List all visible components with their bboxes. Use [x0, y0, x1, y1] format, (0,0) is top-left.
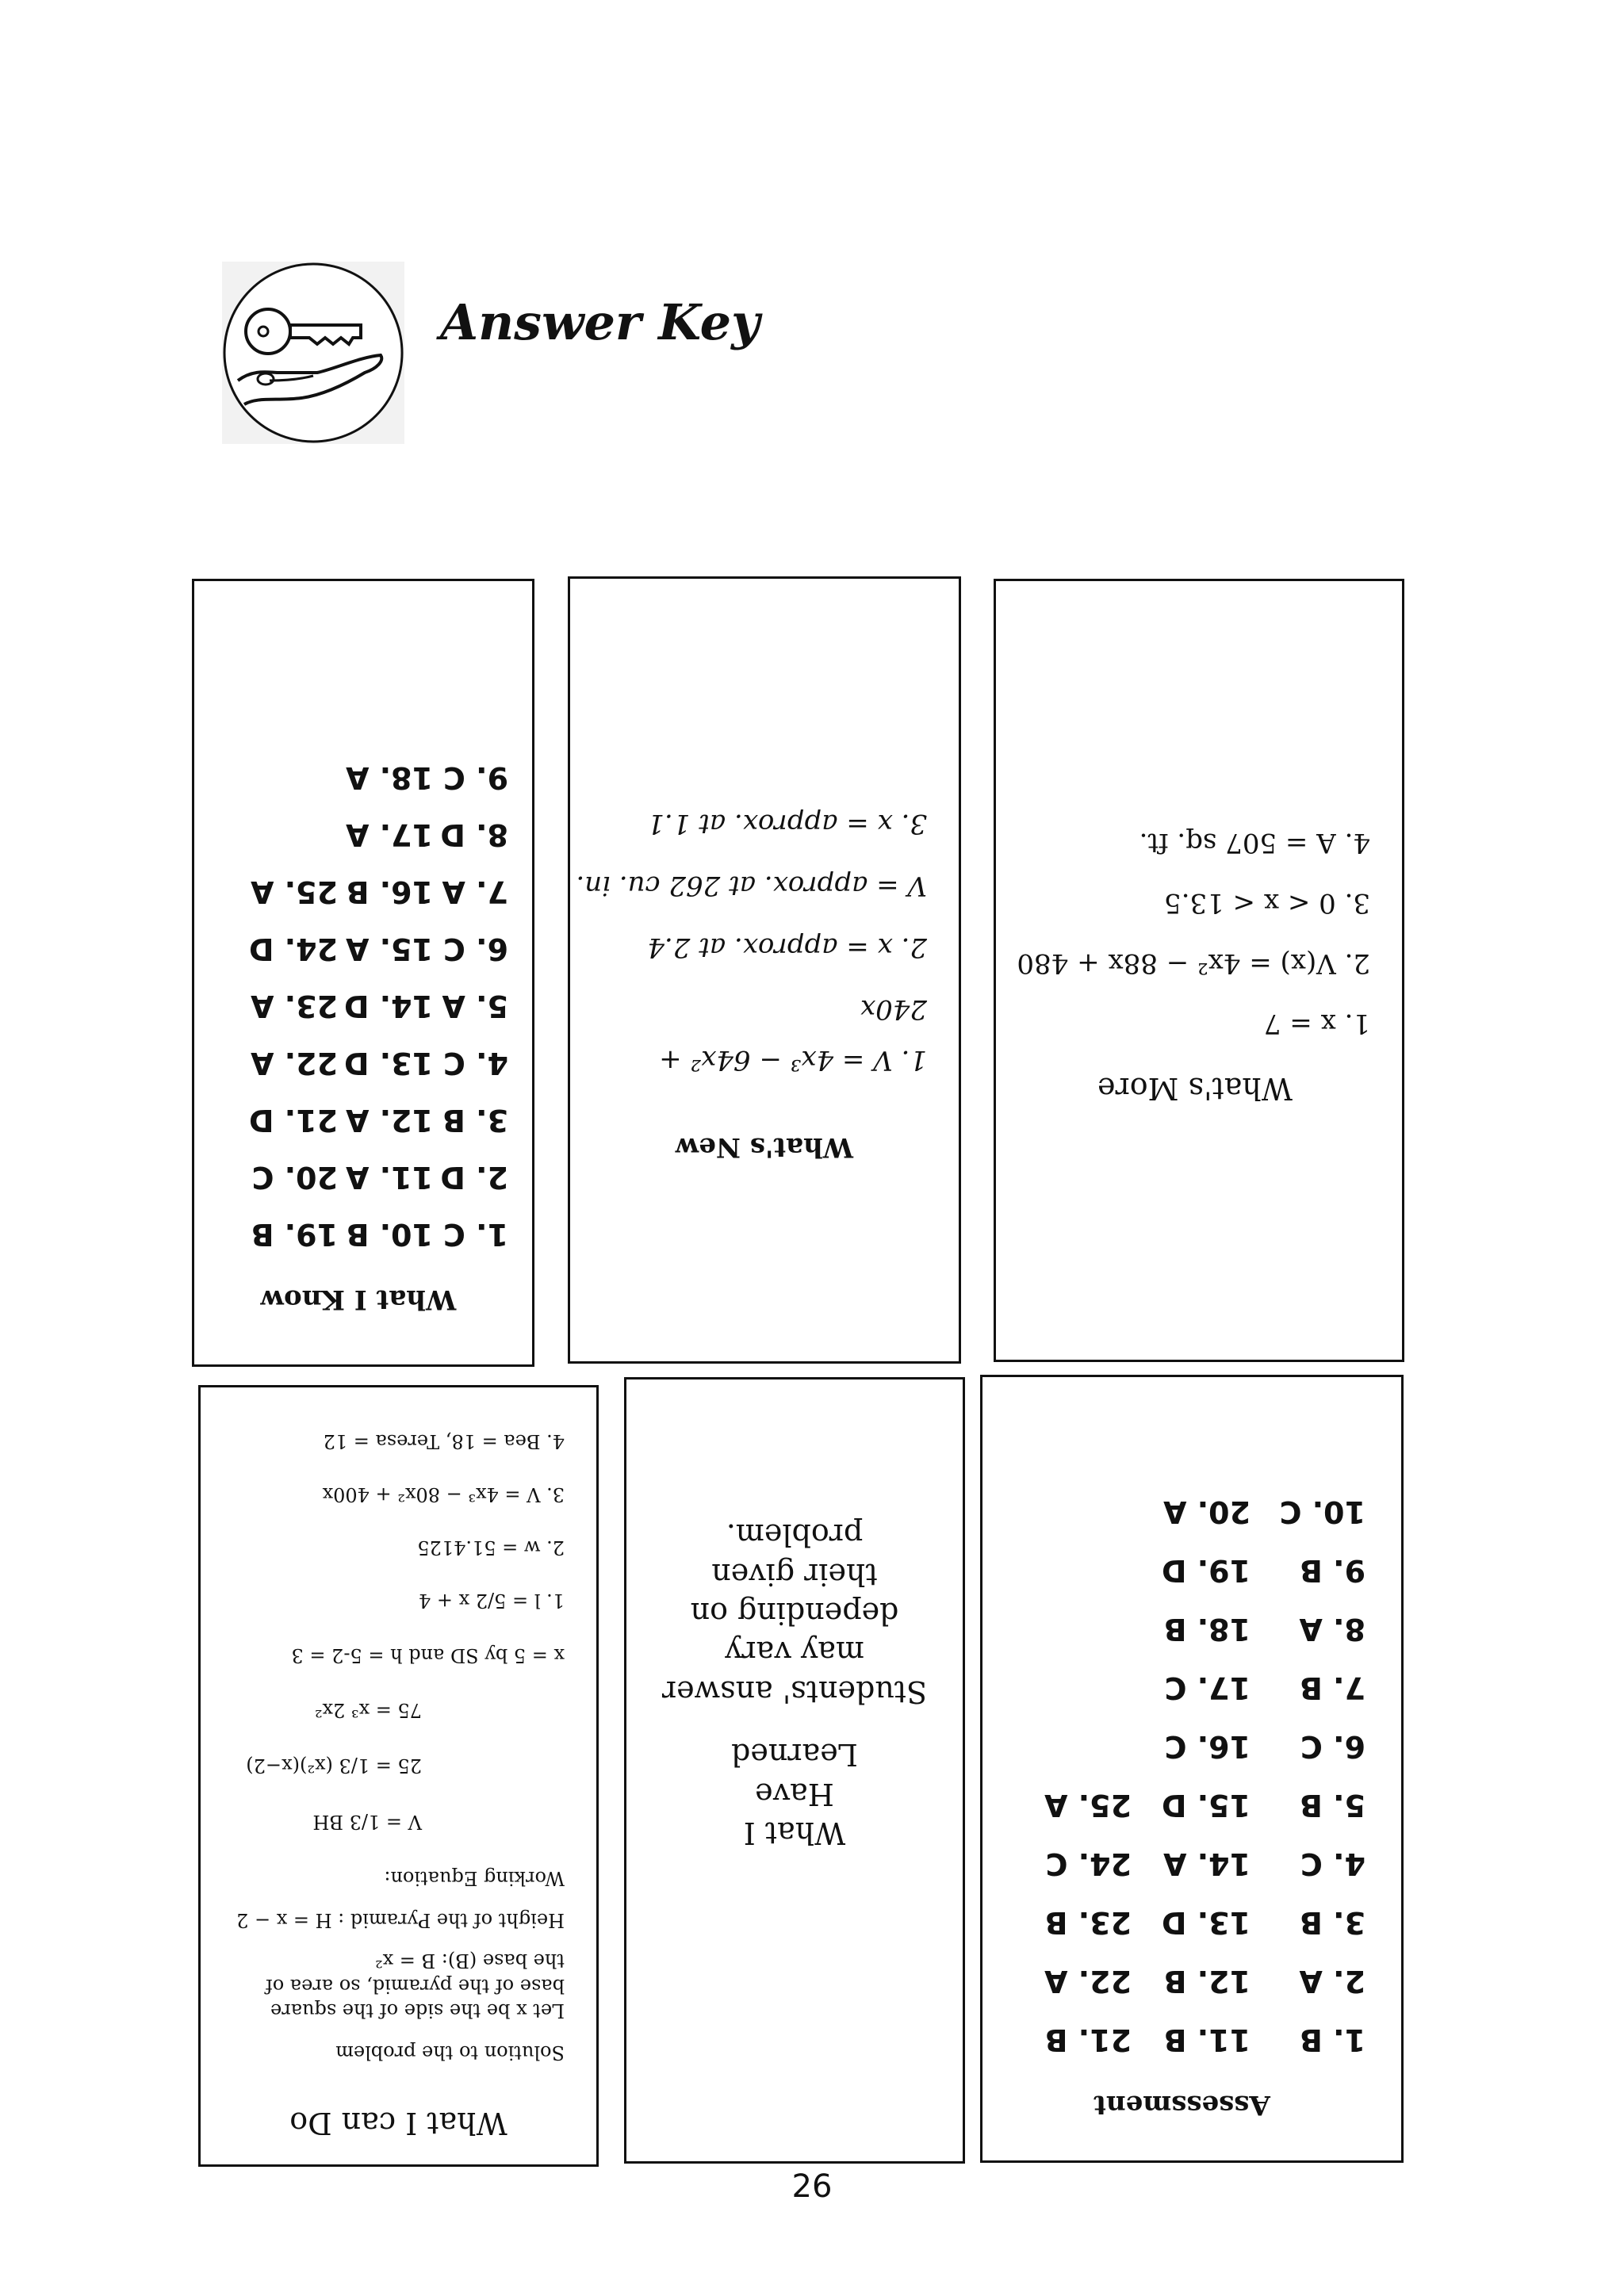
what-i-can-do-box — [198, 1385, 599, 2167]
whats-more-heading: What's More — [1097, 1071, 1293, 1106]
solution-line: 4. Bea = 18, Teresa = 12 — [323, 1429, 565, 1452]
answer-cell: 11. B — [1163, 2022, 1251, 2057]
assessment-answers — [998, 1494, 1365, 2057]
answer-cell: 10. C — [1279, 1494, 1365, 1529]
solution-line: 2. w = 51.4125 — [417, 1536, 565, 1559]
answer-cell: 18. A — [346, 760, 433, 795]
answer-cell: 14. D — [343, 989, 433, 1024]
answer-cell: 23. A — [251, 989, 338, 1024]
answer-cell: 7. A — [442, 874, 508, 909]
answer-cell: 24. D — [248, 932, 338, 966]
answer-cell: 19. D — [1161, 1553, 1251, 1588]
answer-cell: 13. D — [1161, 1905, 1251, 1940]
answer-cell: 14. A — [1163, 1846, 1251, 1881]
whats-more-box — [994, 579, 1404, 1362]
whats-more-line: 4. A = 507 sq. ft. — [1139, 827, 1370, 859]
what-i-know-box — [192, 579, 534, 1367]
answer-cell: 15. D — [1161, 1788, 1251, 1823]
solution-line: Solution to the problem — [335, 2042, 565, 2064]
solution-line: 25 = 1/3 (x²)(x−2) — [246, 1754, 422, 1777]
answer-cell: 4. C — [443, 1046, 508, 1081]
assessment-heading: Assessment — [1094, 2089, 1270, 2121]
whats-new-line: V = approx. at 262 cu. in. — [576, 870, 927, 901]
answer-cell: 17. A — [346, 817, 433, 852]
answer-cell — [1013, 1494, 1132, 1529]
answer-cell — [1013, 1612, 1132, 1647]
answer-cell: 13. D — [343, 1046, 433, 1081]
answer-cell: 11. A — [346, 1160, 433, 1195]
answer-cell: 23. B — [1044, 1905, 1132, 1940]
answer-cell: 8. D — [440, 817, 508, 852]
solution-line: 75 = x³ 2x² — [314, 1699, 422, 1722]
answer-cell: 4. C — [1300, 1846, 1365, 1881]
answer-cell: 2. D — [440, 1160, 508, 1195]
answer-cell: 20. C — [251, 1160, 338, 1195]
answer-cell: 9. B — [1299, 1553, 1365, 1588]
answer-cell: 7. B — [1299, 1670, 1365, 1705]
answer-cell: 3. B — [442, 1103, 508, 1138]
solution-line: 1. l = 5/2 x + 4 — [419, 1590, 565, 1613]
answer-cell: 18. B — [1163, 1612, 1251, 1647]
answer-cell: 1. C — [443, 1217, 508, 1252]
answer-cell: 16. B — [346, 874, 433, 909]
what-i-have-learned-text: Students' answer may vary depending on their given problem. — [661, 1517, 928, 1709]
answer-cell: 12. B — [1163, 1964, 1251, 1999]
solution-line: Height of the Pyramid : H = x − 2 — [236, 1909, 565, 1932]
whats-new-box — [568, 576, 961, 1364]
answer-cell: 9. C — [443, 760, 508, 795]
answer-cell: 22. A — [1044, 1964, 1132, 1999]
answer-cell: 21. B — [1044, 2022, 1132, 2057]
solution-line: x = 5 by SD and h = 5-2 = 3 — [291, 1644, 565, 1667]
answer-cell — [243, 760, 338, 795]
answer-cell: 25. A — [251, 874, 338, 909]
answer-cell: 5. B — [1299, 1788, 1365, 1823]
answer-cell: 22. A — [251, 1046, 338, 1081]
whats-new-heading: What's New — [676, 1131, 854, 1163]
key-in-hand-icon — [222, 262, 404, 444]
answer-cell: 16. C — [1164, 1729, 1251, 1764]
page-title: Answer Key — [440, 293, 760, 351]
answer-cell: 15. A — [346, 932, 433, 966]
answer-cell: 24. C — [1045, 1846, 1132, 1881]
answer-cell: 19. B — [251, 1217, 338, 1252]
answer-cell: 6. C — [443, 932, 508, 966]
assessment-box — [980, 1375, 1404, 2163]
page-number: 26 — [791, 2168, 833, 2205]
whats-more-line: 2. V(x) = 4x² − 88x + 480 — [1017, 947, 1370, 979]
what-i-have-learned-box — [624, 1377, 965, 2164]
what-i-can-do-heading: What I can Do — [289, 2106, 508, 2141]
whats-new-line: 240x — [860, 993, 927, 1025]
solution-line: V = 1/3 BH — [312, 1810, 422, 1833]
what-i-know-heading: What I Know — [260, 1284, 457, 1315]
whats-new-line: 2. x = approx. at 2.4 — [647, 932, 927, 963]
solution-line: 3. V = 4x³ − 80x² + 400x — [322, 1483, 565, 1506]
solution-line: Working Equation: — [384, 1867, 565, 1890]
what-i-have-learned-heading: What I Have Learned — [731, 1737, 858, 1850]
whats-more-line: 1. x = 7 — [1263, 1008, 1370, 1039]
whats-new-line: 1. V = 4x³ − 64x² + — [659, 1044, 927, 1076]
answer-cell: 17. C — [1164, 1670, 1251, 1705]
answer-cell — [1013, 1670, 1132, 1705]
answer-cell: 25. A — [1044, 1788, 1132, 1823]
answer-cell: 5. A — [442, 989, 508, 1024]
answer-cell: 20. A — [1163, 1494, 1251, 1529]
answer-cell — [1013, 1729, 1132, 1764]
what-i-know-answers — [209, 760, 508, 1252]
answer-cell: 8. A — [1299, 1612, 1365, 1647]
answer-cell: 1. B — [1299, 2022, 1365, 2057]
answer-cell: 10. B — [346, 1217, 433, 1252]
answer-cell: 12. A — [346, 1103, 433, 1138]
solution-line: Let x be the side of the square base of the pyramid, so area of the base (B): B = x² — [265, 1950, 565, 2022]
answer-cell — [243, 817, 338, 852]
whats-new-line: 3. x = approx. at 1.1 — [647, 808, 927, 840]
answer-cell: 21. D — [248, 1103, 338, 1138]
answer-cell: 6. C — [1300, 1729, 1365, 1764]
answer-cell: 2. A — [1299, 1964, 1365, 1999]
answer-cell: 3. B — [1299, 1905, 1365, 1940]
answer-cell — [1013, 1553, 1132, 1588]
whats-more-line: 3. 0 < x < 13.5 — [1164, 887, 1370, 919]
